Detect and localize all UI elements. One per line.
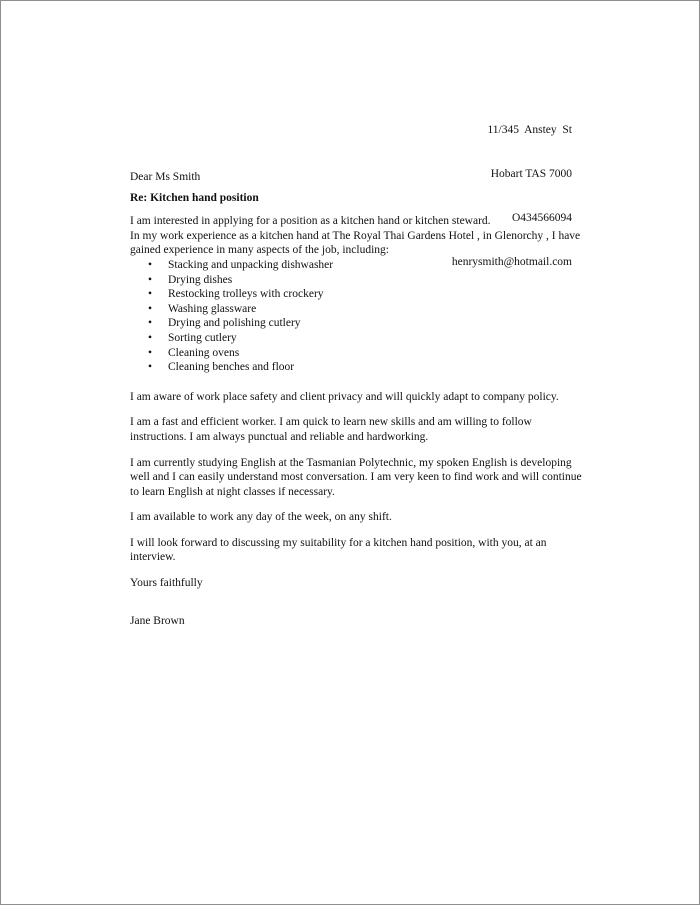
paragraph-interview: I will look forward to discussing my suitability for a kitchen hand position, with you, at an interview. [130, 536, 547, 564]
salutation: Dear Ms Smith [130, 171, 201, 183]
duty-text: Drying and polishing cutlery [168, 317, 301, 330]
list-item [148, 360, 590, 375]
duty-text: Drying dishes [168, 273, 233, 286]
list-item [148, 331, 590, 346]
duty-text: Washing glassware [168, 302, 257, 315]
list-item [148, 287, 590, 302]
bullet-icon: • [148, 302, 153, 315]
intro-paragraph [130, 214, 590, 258]
duty-text: Cleaning benches and floor [168, 361, 295, 374]
list-item [148, 302, 590, 317]
intro-line-1: I am interested in applying for a position as a kitchen hand or kitchen steward. [130, 215, 491, 228]
bullet-icon: • [148, 331, 153, 344]
bullet-icon: • [148, 273, 153, 286]
bullet-icon: • [148, 258, 153, 271]
duty-text: Stacking and unpacking dishwasher [168, 258, 334, 271]
list-item [148, 346, 590, 361]
duty-text: Restocking trolleys with crockery [168, 288, 324, 301]
paragraph-availability: I am available to work any day of the week, on any shift. [130, 511, 392, 524]
signature-name: Jane Brown [130, 614, 185, 627]
address-phone: O434566094 [511, 211, 572, 224]
paragraph-safety: I am aware of work place safety and client privacy and will quickly adapt to company policy. [130, 390, 559, 403]
intro-line-2: In my work experience as a kitchen hand at The Royal Thai Gardens Hotel , in Glenorchy , I have gained experience in many aspects of the job, including: [130, 229, 581, 257]
duties-list [130, 258, 590, 375]
address-city: Hobart TAS 7000 [490, 167, 572, 180]
address-email: henrysmith@hotmail.com [451, 255, 572, 268]
closing: Yours faithfully [130, 577, 203, 590]
paragraph-work-ethic: I am a fast and efficient worker. I am quick to learn new skills and am willing to follow instructions. I am always punctual and reliable and hardworking. [130, 416, 532, 443]
bullet-icon: • [148, 361, 153, 374]
list-item [148, 273, 590, 288]
subject-line: Re: Kitchen hand position [130, 191, 259, 204]
letter-body [130, 170, 590, 628]
list-item [148, 258, 590, 273]
bullet-icon: • [148, 346, 153, 359]
bullet-icon: • [148, 317, 153, 330]
list-item [148, 316, 590, 331]
bullet-icon: • [148, 288, 153, 301]
address-street: 11/345 Anstey St [487, 124, 572, 137]
duty-text: Sorting cutlery [168, 331, 237, 344]
paragraph-english: I am currently studying English at the Tasmanian Polytechnic, my spoken English is developing well and I can easily understand most conversation. I am very keen to find work and will continue to learn English at night classes if necessary. [130, 456, 582, 498]
duty-text: Cleaning ovens [168, 346, 240, 359]
